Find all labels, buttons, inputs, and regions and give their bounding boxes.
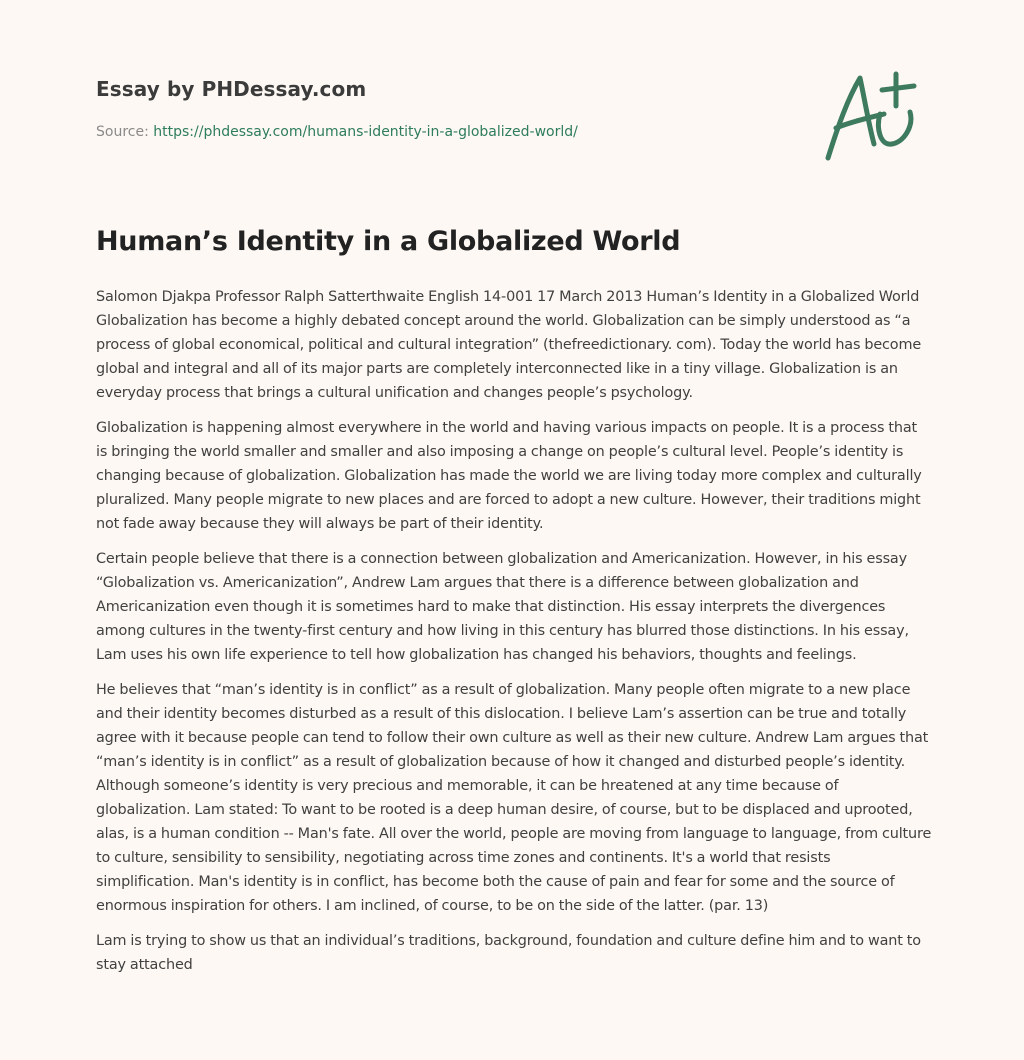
site-brand: Essay by PHDessay.com [96,77,367,101]
essay-paragraph: Salomon Djakpa Professor Ralph Satterthwaite English 14-001 17 March 2013 Human’s Identity in a Globalized World Globalization has become a highly debated concept around the world. Globalization can be simply understood as “a process of global economical, political and cultural integration” (thefreedictionary. com). Today the world has become global and integral and all of its major parts are completely interconnected like in a tiny village. Globalization is an everyday process that brings a cultural unification and changes people’s psychology. [96,289,922,401]
essay-paragraph: He believes that “man’s identity is in conflict” as a result of globalization. Many people often migrate to a new place and their identity becomes disturbed as a result of this dislocation. I believe Lam’s assertion can be true and totally agree with it because people can tend to follow their own culture as well as their new culture. Andrew Lam argues that “man’s identity is in conflict” as a result of globalization because of how it changed and disturbed people’s identity. Although someone’s identity is very precious and memorable, it can be hreatened at any time because of globalization. Lam stated: To want to be rooted is a deep human desire, of course, but to be displaced and uprooted, alas, is a human condition -- Man's fate. All over the world, people are moving from language to language, from culture to culture, sensibility to sensibility, negotiating across time zones and continents. It's a world that resists simplification. Man's identity is in conflict, has become both the cause of pain and fear for some and the source of enormous inspiration for others. I am inclined, of course, to be on the side of the latter. (par. 13) [96,682,932,914]
essay-title: Human’s Identity in a Globalized World [96,226,681,257]
source-line [96,124,578,140]
essay-body [96,285,932,988]
essay-paragraph: Globalization is happening almost everywhere in the world and having various impacts on people. It is a process that is bringing the world smaller and smaller and also imposing a change on people’s cultural level. People’s identity is changing because of globalization. Globalization has made the world we are living today more complex and culturally pluralized. Many people migrate to new places and are forced to adopt a new culture. However, their traditions might not fade away because they will always be part of their identity. [96,420,922,532]
source-label: Source: [96,124,154,140]
essay-paragraph: Certain people believe that there is a connection between globalization and Americanization. However, in his essay “Globalization vs. Americanization”, Andrew Lam argues that there is a difference between globalization and Americanization even though it is sometimes hard to make that distinction. His essay interprets the divergences among cultures in the twenty-first century and how living in this century has blurred those distinctions. In his essay, Lam uses his own life experience to tell how globalization has changed his behaviors, thoughts and feelings. [96,551,909,663]
a-plus-logo-icon [818,66,930,166]
source-link[interactable]: https://phdessay.com/humans-identity-in-a-globalized-world/ [153,124,578,140]
essay-paragraph: Lam is trying to show us that an individual’s traditions, background, foundation and culture define him and to want to stay attached [96,933,921,973]
